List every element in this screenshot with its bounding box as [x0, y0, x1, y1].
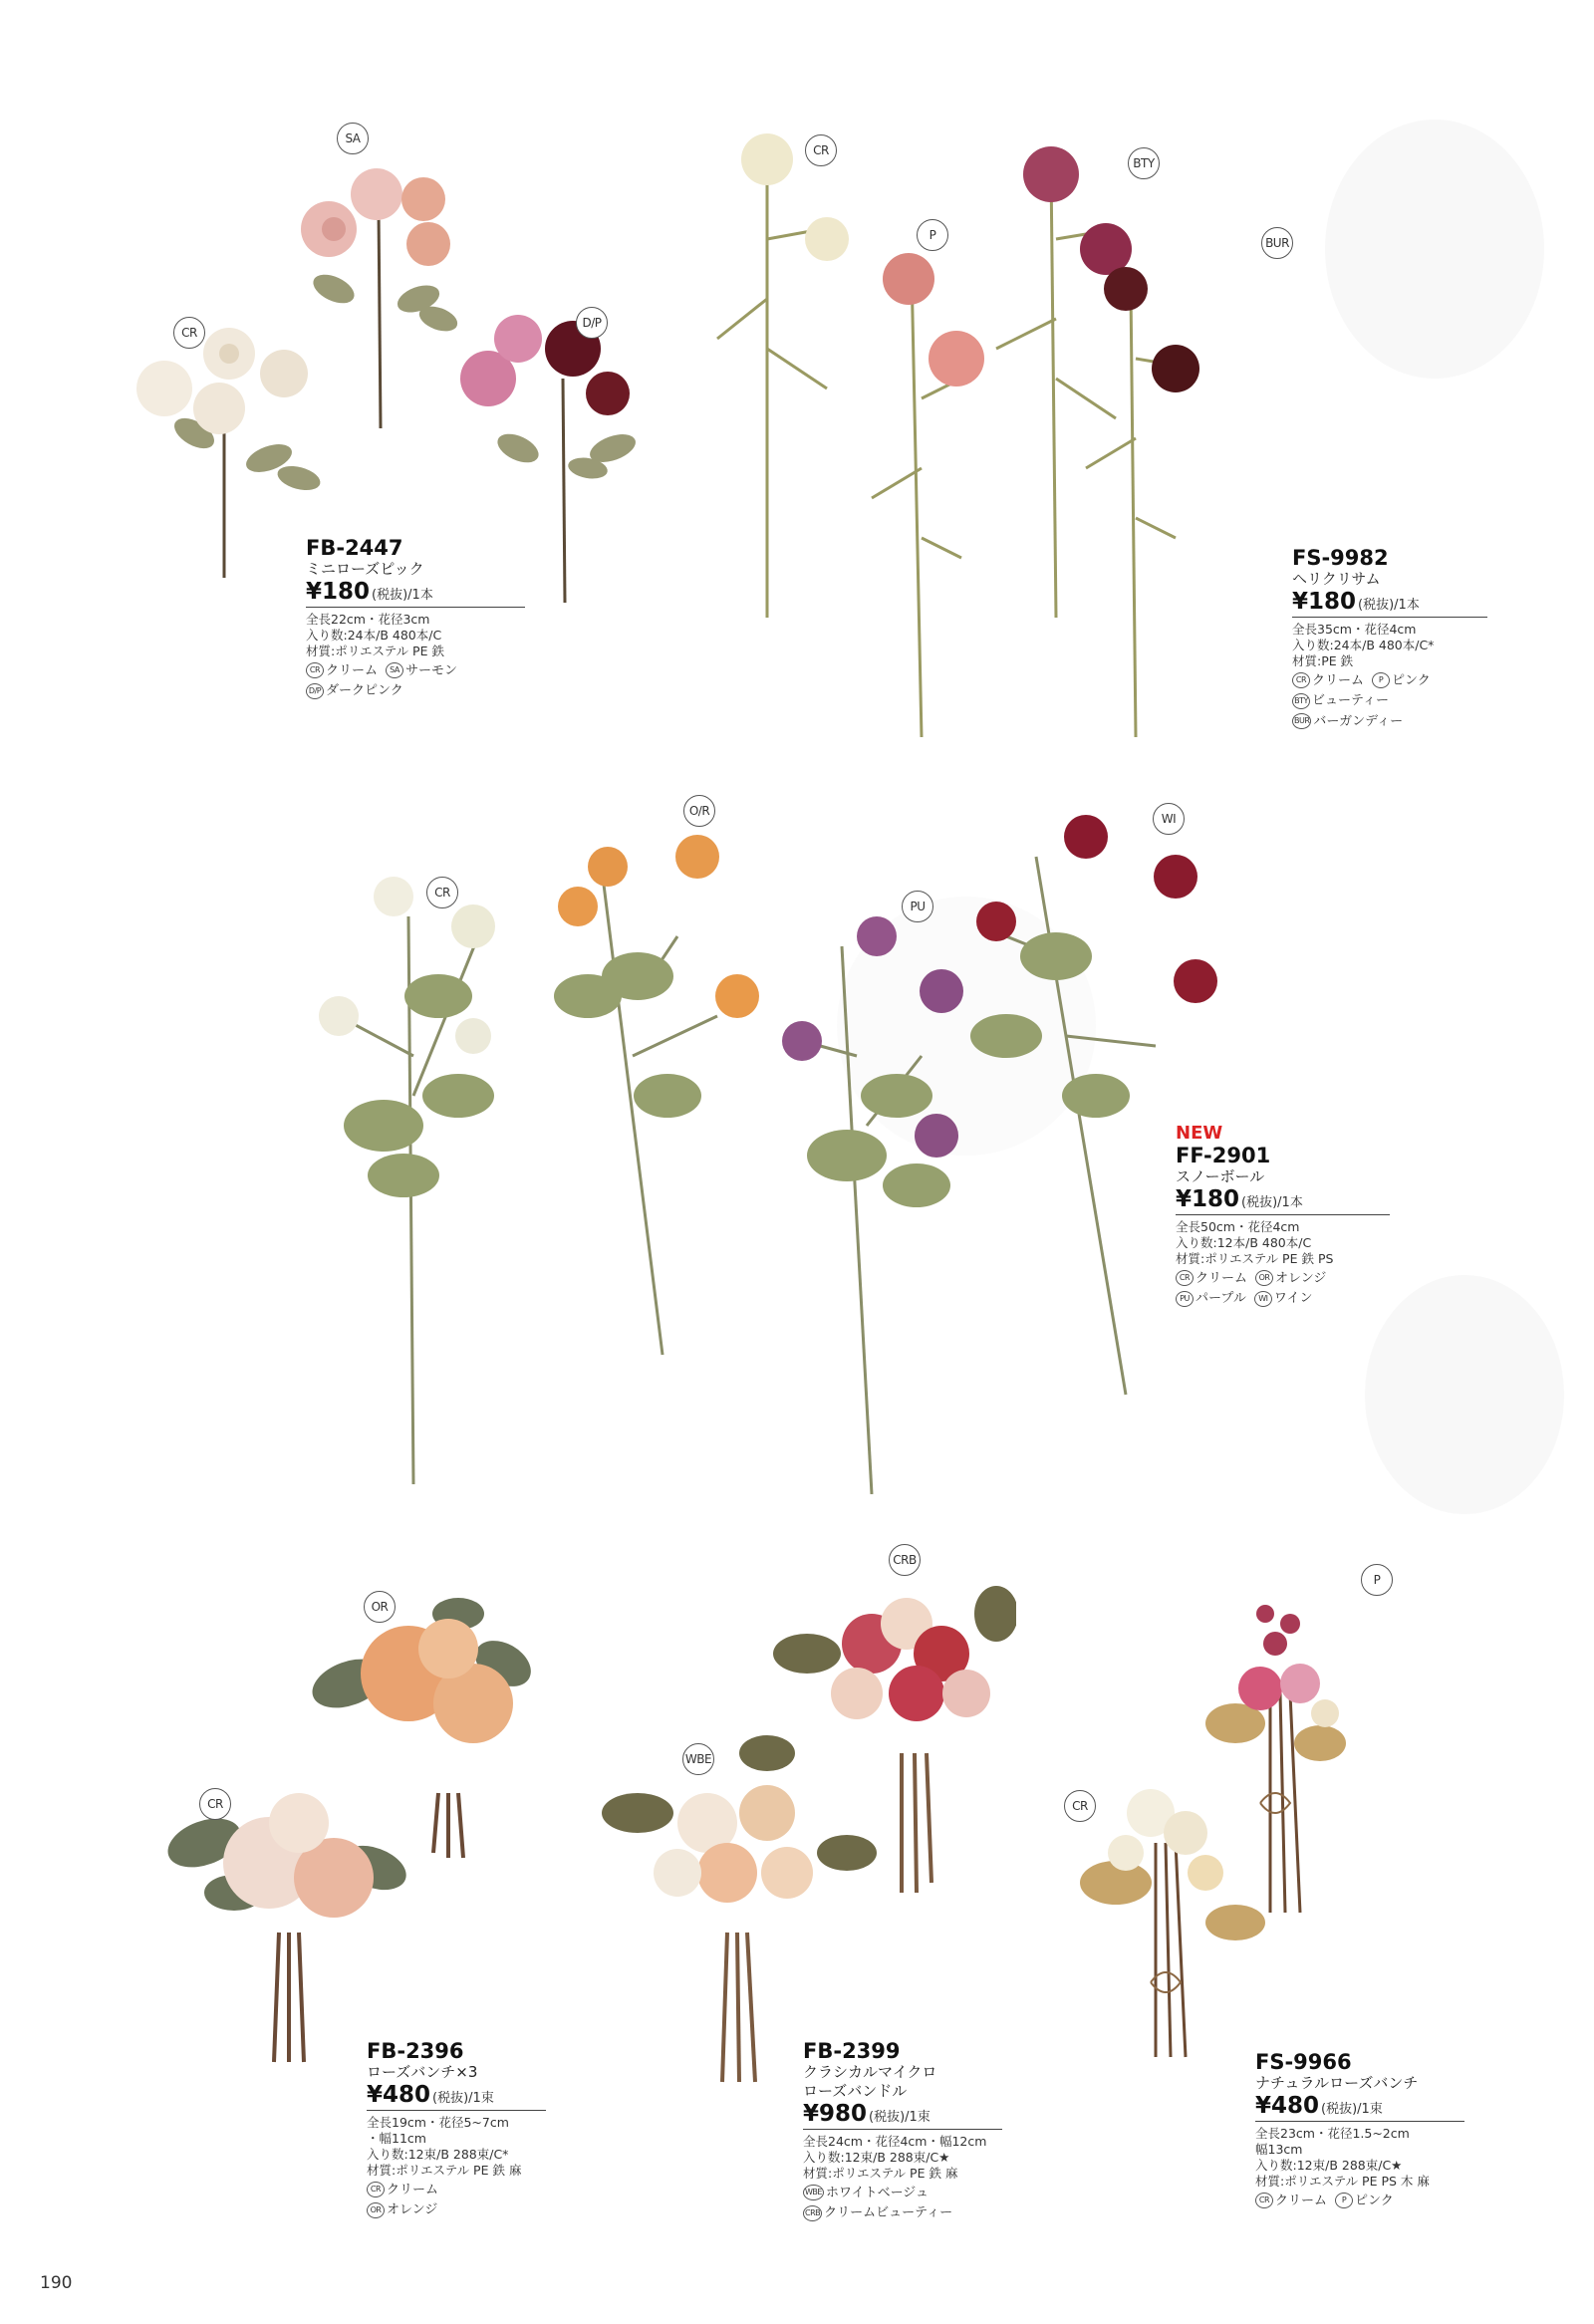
color-badge-purple: PU [902, 891, 933, 922]
color-name: クリーム [326, 662, 379, 678]
tax-label: (税抜) [372, 588, 408, 603]
tax-label: (税抜) [1241, 1195, 1278, 1210]
spec-size: 全長19cm・花径5~7cm [367, 2115, 509, 2130]
color-name: オレンジ [1275, 1270, 1327, 1286]
spec-quantity: 入り数:24本/B 480本/C* [1292, 638, 1435, 652]
price-row [306, 579, 525, 608]
color-option [306, 681, 403, 700]
spec-material: 材質:ポリエステル PE 鉄 PS [1176, 1251, 1334, 1266]
price: ¥180 [306, 579, 371, 605]
price: ¥480 [367, 2082, 431, 2108]
unit-label: /1本 [407, 588, 433, 603]
color-badge-cream: CR [1064, 1790, 1096, 1822]
color-name: ピンク [1355, 2193, 1394, 2208]
spec-quantity: 入り数:12本/B 480本/C [1176, 1235, 1312, 1250]
spec-quantity: 入り数:12束/B 288束/C★ [803, 2150, 950, 2165]
page-number: 190 [40, 2273, 73, 2293]
color-code: BUR [1292, 713, 1311, 729]
spec-size: 全長22cm・花径3cm [306, 612, 430, 627]
color-list [1255, 2190, 1464, 2210]
color-name: ピンク [1392, 672, 1431, 688]
color-name: クリーム [387, 2182, 439, 2197]
product-info-fb2399 [803, 2039, 1002, 2222]
color-badge-dark-pink: D/P [576, 307, 608, 339]
spec-list [306, 612, 525, 659]
tax-label: (税抜) [1358, 598, 1395, 613]
product-name: ヘリクリサム [1292, 570, 1381, 588]
spec-list [1176, 1219, 1390, 1267]
spec-width: ・幅11cm [367, 2131, 426, 2146]
tax-label: (税抜) [432, 2091, 469, 2106]
color-option [1176, 1269, 1247, 1288]
color-name: クリーム [1196, 1270, 1248, 1286]
spec-material: 材質:ポリエステル PE 鉄 麻 [367, 2163, 522, 2178]
color-code: CR [1176, 1270, 1194, 1286]
unit-label: /1本 [1277, 1195, 1303, 1210]
color-name: クリームビューティー [824, 2205, 953, 2220]
color-badge-cream: CR [173, 317, 205, 349]
color-option [1255, 2192, 1327, 2210]
color-code: CRB [803, 2205, 822, 2221]
unit-label: /1本 [1394, 598, 1420, 613]
color-option [803, 2184, 929, 2202]
unit-label: /1束 [468, 2091, 494, 2106]
color-badge-cream-beauty: CRB [889, 1544, 921, 1576]
color-list [367, 2179, 546, 2219]
product-name: スノーボール [1176, 1167, 1265, 1185]
color-badge-burgundy: BUR [1261, 227, 1293, 259]
color-code: OR [1255, 1270, 1273, 1286]
color-option [1372, 671, 1431, 690]
spec-material: 材質:PE 鉄 [1292, 653, 1354, 668]
color-option [306, 661, 378, 680]
spec-list [1255, 2126, 1464, 2190]
spec-list [367, 2115, 546, 2179]
spec-size: 全長35cm・花径4cm [1292, 622, 1417, 637]
color-option [367, 2181, 438, 2199]
color-name: クリーム [1275, 2193, 1328, 2208]
product-photo-fb2399 [598, 1554, 1016, 2092]
product-info-fb2396 [367, 2039, 546, 2219]
spec-quantity: 入り数:12束/B 288束/C★ [1255, 2158, 1403, 2173]
color-option [1254, 1289, 1313, 1308]
color-code: CR [306, 662, 324, 678]
product-code: FS-9966 [1255, 2050, 1352, 2074]
product-code: FS-9982 [1292, 546, 1389, 570]
color-badge-orange: OR [364, 1591, 396, 1623]
spec-material: 材質:ポリエステル PE PS 木 麻 [1255, 2174, 1430, 2189]
price-row [367, 2082, 546, 2111]
color-name: ビューティー [1312, 693, 1389, 708]
spec-size: 全長24cm・花径4cm・幅12cm [803, 2134, 987, 2149]
color-code: WBE [803, 2185, 824, 2200]
tax-label: (税抜) [1321, 2102, 1358, 2117]
product-code: FB-2447 [306, 536, 403, 560]
product-name: ナチュラルローズバンチ [1255, 2074, 1419, 2092]
color-name: クリーム [1312, 672, 1365, 688]
color-list [1292, 669, 1487, 731]
color-option [803, 2203, 952, 2222]
color-name: ホワイトベージュ [825, 2185, 930, 2200]
color-option [1292, 691, 1389, 710]
color-code: P [1335, 2193, 1353, 2208]
background-decoration [1365, 1275, 1564, 1514]
price: ¥980 [803, 2101, 868, 2127]
color-badge-beauty: BTY [1128, 147, 1160, 179]
color-option [1255, 1269, 1326, 1288]
product-code: FB-2399 [803, 2039, 901, 2063]
product-name: ミニローズピック [306, 560, 424, 578]
price: ¥180 [1292, 589, 1357, 615]
color-code: WI [1254, 1291, 1272, 1307]
tax-label: (税抜) [869, 2110, 906, 2125]
product-info-fb2447 [306, 536, 525, 700]
color-badge-wine: WI [1153, 803, 1185, 835]
color-code: SA [386, 662, 403, 678]
price: ¥480 [1255, 2093, 1320, 2119]
color-badge-cream: CR [805, 134, 837, 166]
spec-list [1292, 622, 1487, 669]
product-info-fs9982 [1292, 546, 1487, 731]
color-name: サーモン [405, 662, 458, 678]
color-name: オレンジ [387, 2202, 438, 2217]
spec-quantity: 入り数:12束/B 288束/C* [367, 2147, 509, 2162]
product-code: FB-2396 [367, 2039, 464, 2063]
spec-size: 全長23cm・花径1.5~2cm [1255, 2126, 1410, 2141]
product-info-fs9966 [1255, 2050, 1464, 2210]
color-badge-cream: CR [199, 1788, 231, 1820]
color-option [1292, 712, 1403, 731]
product-name: クラシカルマイクロ ローズバンドル [803, 2063, 937, 2100]
spec-size: 全長50cm・花径4cm [1176, 1219, 1300, 1234]
product-photo-fb2396 [149, 1594, 548, 2072]
spec-material: 材質:ポリエステル PE 鉄 [306, 644, 444, 658]
spec-width: 幅13cm [1255, 2142, 1303, 2157]
color-option [1176, 1289, 1246, 1308]
color-name: バーガンディー [1313, 713, 1404, 729]
color-badge-white-beige: WBE [682, 1743, 714, 1775]
color-code: OR [367, 2202, 385, 2218]
spec-quantity: 入り数:24本/B 480本/C [306, 628, 442, 643]
product-name: ローズバンチ×3 [367, 2063, 478, 2081]
unit-label: /1束 [1357, 2102, 1383, 2117]
unit-label: /1束 [905, 2110, 930, 2125]
color-badge-pink: P [1361, 1564, 1393, 1596]
color-option [367, 2200, 437, 2219]
spec-material: 材質:ポリエステル PE 鉄 麻 [803, 2166, 958, 2181]
color-badge-cream: CR [426, 877, 458, 908]
color-option [386, 661, 457, 680]
product-code: FF-2901 [1176, 1144, 1271, 1167]
price: ¥180 [1176, 1186, 1240, 1212]
price-row [1255, 2093, 1464, 2122]
color-code: CR [1292, 672, 1310, 688]
color-code: CR [367, 2182, 385, 2197]
price-row [1292, 589, 1487, 618]
color-badge-orange: O/R [683, 795, 715, 827]
color-option [1335, 2192, 1394, 2210]
new-badge: NEW [1176, 1123, 1223, 1144]
color-name: パープル [1196, 1291, 1246, 1306]
color-badge-pink: P [917, 219, 948, 251]
color-badge-salmon: SA [337, 123, 369, 154]
background-decoration [1325, 120, 1544, 379]
color-code: P [1372, 672, 1390, 688]
color-code: D/P [306, 683, 324, 699]
product-info-ff2901 [1176, 1124, 1390, 1308]
color-code: CR [1255, 2193, 1273, 2208]
color-name: ワイン [1273, 1291, 1313, 1306]
color-code: BTY [1292, 693, 1310, 709]
color-code: PU [1176, 1291, 1194, 1307]
product-photo-fs9982 [697, 120, 1215, 757]
price-row [1176, 1186, 1390, 1215]
price-row [803, 2101, 1002, 2130]
color-option [1292, 671, 1364, 690]
color-name: ダークピンク [326, 683, 403, 698]
color-list [803, 2182, 1002, 2222]
color-list [306, 659, 525, 700]
color-list [1176, 1267, 1390, 1308]
spec-list [803, 2134, 1002, 2182]
product-photo-fs9966 [1056, 1584, 1385, 2062]
